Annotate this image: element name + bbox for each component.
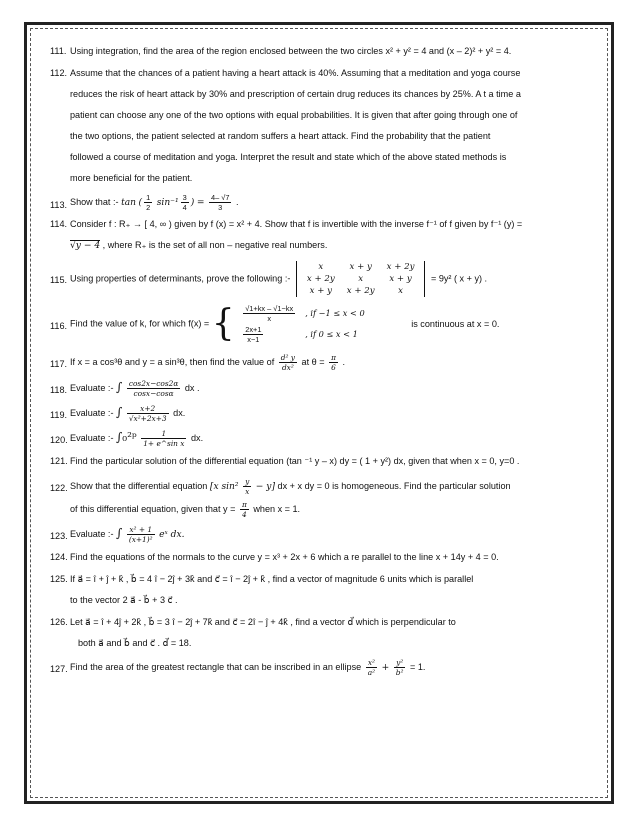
question-text-line [70, 500, 600, 519]
integrand: $\frac{1}{\text{1+ e\textasciicircum{}sin x}}$ [143, 429, 185, 448]
question-text-line: If a⃗ = î + ĵ + k̂ , b⃗ = 4 î − 2ĵ + 3k̂ and c⃗ = î − 2ĵ + k̂ , find a vector of magnitude 6 units which is parallel [70, 574, 474, 584]
question-number: 127. [50, 664, 68, 674]
case-one-condition: , if −1 ≤ x < 0 [305, 308, 365, 318]
question-text-line: to the vector 2 a⃗ - b⃗ + 3 c⃗ . [70, 595, 178, 605]
question-text-line [70, 477, 600, 496]
expression-part: [x sin² [209, 481, 239, 492]
question-text: dx + x dy = 0 is homogeneous. Find the particular solution [277, 480, 511, 491]
integrand: $\frac{\text{x² + 1}}{\text{(x+1)²}}$ [128, 525, 153, 544]
question-text: is continuous at x = 0. [411, 318, 500, 329]
y-over-x: $\frac{y}{x}$ [245, 477, 250, 496]
period: . [236, 196, 239, 207]
question-111 [50, 45, 600, 58]
question-117 [50, 353, 600, 372]
question-text-line: the two options, the patient selected at random suffers a heart attack. Find the probability that the patient [70, 131, 491, 141]
exp-dx: eˣ dx. [159, 529, 185, 540]
question-text-line: Let a⃗ = î + 4ĵ + 2k̂ , b⃗ = 3 î − 2ĵ + 7k̂ and c⃗ = 2î − ĵ + 4k̂ , find a vector d⃗ which is perpendicular to [70, 617, 456, 627]
question-text: when x = 1. [253, 503, 301, 514]
question-number: 115. [50, 275, 68, 285]
fraction-three-fourths: $\frac{3}{4}$ [182, 193, 187, 212]
question-number: 112. [50, 68, 68, 78]
case-two-condition: , if 0 ≤ x < 1 [305, 329, 358, 339]
close-paren: ) [190, 197, 195, 208]
question-text-line: Assume that the chances of a patient having a heart attack is 40%. Assuming that a meditation and yoga course [70, 68, 521, 78]
question-114 [50, 218, 600, 253]
x-squared-over-a-squared: $\frac{\text{x²}}{\text{a²}}$ [367, 658, 376, 677]
question-125 [50, 573, 600, 607]
question-text: of this differential equation, given that y = [70, 503, 236, 514]
question-number: 123. [50, 531, 68, 541]
question-text-line: followed a course of meditation and yoga. Interpret the result and state which of the above stated methods is [70, 152, 507, 162]
dx-text: dx. [191, 432, 204, 443]
root-expression: √y − 4 [70, 241, 101, 251]
integral-sign: ∫ [116, 525, 123, 540]
question-text-line: both a⃗ and b⃗ and c⃗ . d⃗ = 18. [78, 638, 192, 648]
integral-sign: ∫ [116, 379, 123, 394]
question-122 [50, 477, 600, 519]
question-113 [50, 193, 600, 212]
question-number: 113. [50, 200, 68, 210]
question-text-line [70, 239, 600, 253]
integrand: $\frac{\cos 2x-\cos 2\alpha}{\cos x-\cos\alpha}$ [128, 379, 179, 398]
question-number: 116. [50, 321, 68, 331]
question-text: , where R₊ is the set of all non – negative real numbers. [102, 240, 328, 250]
question-text: If x = a cos³θ and y = a sin³θ, then find the value of [70, 356, 275, 367]
question-number: 117. [50, 359, 68, 369]
question-text-line: reduces the risk of heart attack by 30% and prescription of certain drug reduces its chances by 25%. A t a time a [70, 89, 521, 99]
question-126 [50, 616, 600, 650]
piecewise-function [237, 303, 368, 345]
question-123 [50, 525, 600, 544]
y-squared-over-b-squared: $\frac{\text{y²}}{\text{b²}}$ [395, 658, 404, 677]
question-text: Evaluate :- [70, 432, 114, 443]
question-list [50, 45, 600, 677]
question-text: Find the value of k, for which f(x) = [70, 318, 210, 329]
fraction-result: $\frac{4- √7}{3}$ [211, 193, 230, 212]
question-120 [50, 429, 600, 448]
plus-sign: + [381, 662, 390, 673]
brace: { [211, 303, 235, 344]
integral-sign: ∫ [116, 404, 123, 419]
determinant: x x + y x + 2y x + 2y x x + y x + y x + 2y x [296, 261, 426, 297]
integrand: $\frac{x+2}{\text{√x²+2x+3}}$ [128, 404, 167, 423]
dx-text: dx. [173, 407, 186, 418]
question-number: 126. [50, 617, 68, 627]
period: . [342, 356, 345, 367]
question-text: at θ = [301, 356, 325, 367]
question-text: Using integration, find the area of the region enclosed between the two circles x² + y² = 4 and (x – 2)² + y² = 4. [70, 46, 512, 56]
math-arcsin: sin⁻¹ [156, 197, 179, 208]
case-one-fraction: $\frac{√1+kx - √1-kx}{x}$ [245, 304, 294, 323]
fraction-half: $\frac{1}{2}$ [146, 193, 151, 212]
expression-part: − y] [255, 481, 275, 492]
question-127 [50, 658, 600, 677]
theta-value: $\frac{\pi}{6}$ [331, 353, 336, 372]
question-number: 114. [50, 219, 68, 229]
definite-integral-sign: ∫₀²ᵖ [116, 429, 137, 444]
question-text-line: Consider f : R₊ → [ 4, ∞ ) given by f (x) = x² + 4. Show that f is invertible with the inverse f⁻¹ of f given by f⁻¹ (y) = [70, 219, 523, 229]
question-text-line: more beneficial for the patient. [70, 173, 193, 183]
question-text: Find the equations of the normals to the curve y = x³ + 2x + 6 which a re parallel to the line x + 14y + 4 = 0. [70, 552, 499, 562]
question-text: Show that :- [70, 196, 119, 207]
question-119 [50, 404, 600, 423]
equals-one: = 1. [410, 661, 426, 672]
question-text: Using properties of determinants, prove the following :- [70, 273, 291, 284]
question-text-line: patient can choose any one of the two options with equal probabilities. It is given that after going through one of [70, 110, 518, 120]
case-two-fraction: $\frac{2x+1}{x-1}$ [245, 325, 262, 344]
question-number: 120. [50, 435, 68, 445]
question-121 [50, 455, 600, 468]
question-text: Show that the differential equation [70, 480, 208, 491]
question-text: Evaluate :- [70, 382, 114, 393]
open-paren: ( [138, 197, 143, 208]
question-115 [50, 261, 600, 297]
question-number: 124. [50, 552, 68, 562]
question-number: 122. [50, 483, 68, 493]
equals-sign: = [196, 197, 205, 208]
dx-text: dx . [184, 382, 200, 393]
question-124 [50, 551, 600, 564]
pi-over-four: $\frac{\pi}{4}$ [241, 500, 247, 519]
question-118 [50, 379, 600, 398]
question-text: Evaluate :- [70, 528, 114, 539]
question-text: Find the particular solution of the differential equation (tan ⁻¹ y – x) dy = ( 1 + y²) dx, given that when x = 0, y=0 . [70, 456, 520, 466]
question-text: Find the area of the greatest rectangle that can be inscribed in an ellipse [70, 661, 362, 672]
result-text: = 9y² ( x + y) . [430, 273, 488, 284]
second-derivative: $\frac{\text{d² y}}{\text{dx²}}$ [280, 353, 295, 372]
question-number: 121. [50, 456, 68, 466]
question-number: 119. [50, 410, 68, 420]
question-text: Evaluate :- [70, 407, 114, 418]
question-number: 118. [50, 385, 68, 395]
question-number: 125. [50, 574, 68, 584]
question-116 [50, 303, 600, 345]
question-112 [50, 67, 600, 185]
question-number: 111. [50, 46, 67, 56]
math-tan: tan [121, 197, 136, 208]
